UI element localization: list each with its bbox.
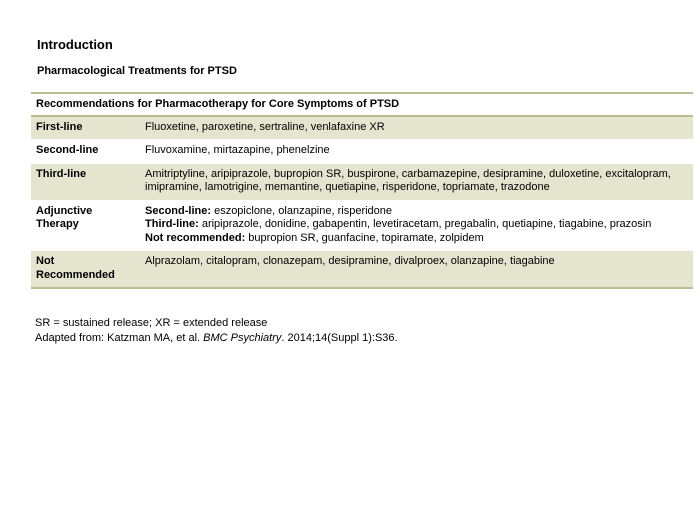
adjunctive-item-prefix: Second-line:: [145, 204, 212, 217]
footnotes: [35, 316, 398, 346]
recommendations-table: [31, 92, 693, 289]
table-row-first-line: [31, 116, 693, 140]
adjunctive-item-second-line: [145, 205, 688, 219]
table-row-not-recommended: [31, 251, 693, 289]
row-label: Not Recommended: [31, 251, 140, 289]
adjunctive-item-prefix: Third-line:: [145, 218, 199, 230]
table-header: Recommendations for Pharmacotherapy for Core Symptoms of PTSD: [31, 93, 693, 116]
row-label: Third-line: [31, 163, 140, 200]
citation-journal: BMC Psychiatry: [203, 332, 282, 344]
row-text: Fluoxetine, paroxetine, sertraline, venlafaxine XR: [140, 116, 693, 140]
adjunctive-item-text: eszopiclone, olanzapine, risperidone: [211, 204, 393, 217]
adjunctive-item-text: aripiprazole, donidine, gabapentin, levetiracetam, pregabalin, quetiapine, tiagabine, prazosin: [198, 218, 652, 230]
adjunctive-item-third-line: [145, 218, 688, 232]
row-text: Amitriptyline, aripiprazole, bupropion SR, buspirone, carbamazepine, desipramine, duloxetine, excitalopram, imipramine, lamotrigine, memantine, quetiapine, risperidone, topriamate, trazodone: [140, 163, 693, 200]
row-label: Adjunctive Therapy: [31, 200, 140, 251]
table-row-adjunctive-therapy: [31, 200, 693, 251]
adjunctive-item-text: bupropion SR, guanfacine, topiramate, zolpidem: [245, 231, 484, 244]
adjunctive-item-not-recommended: [145, 232, 688, 246]
citation-prefix: Adapted from: Katzman MA, et al.: [35, 332, 204, 344]
citation-suffix: . 2014;14(Suppl 1):S36.: [281, 332, 398, 344]
table-header-row: [31, 93, 693, 116]
row-text: [140, 200, 693, 251]
row-label: First-line: [31, 116, 140, 140]
row-text: Alprazolam, citalopram, clonazepam, desipramine, divalproex, olanzapine, tiagabine: [140, 251, 693, 289]
abbreviation-note: SR = sustained release; XR = extended release: [35, 317, 268, 329]
row-label: Second-line: [31, 140, 140, 164]
page-subtitle: Pharmacological Treatments for PTSD: [37, 65, 237, 77]
table-row-third-line: [31, 163, 693, 200]
adjunctive-item-prefix: Not recommended:: [145, 231, 246, 244]
row-text: Fluvoxamine, mirtazapine, phenelzine: [140, 140, 693, 164]
table-row-second-line: [31, 140, 693, 164]
source-citation: [35, 331, 398, 346]
page-title: Introduction: [37, 37, 113, 52]
